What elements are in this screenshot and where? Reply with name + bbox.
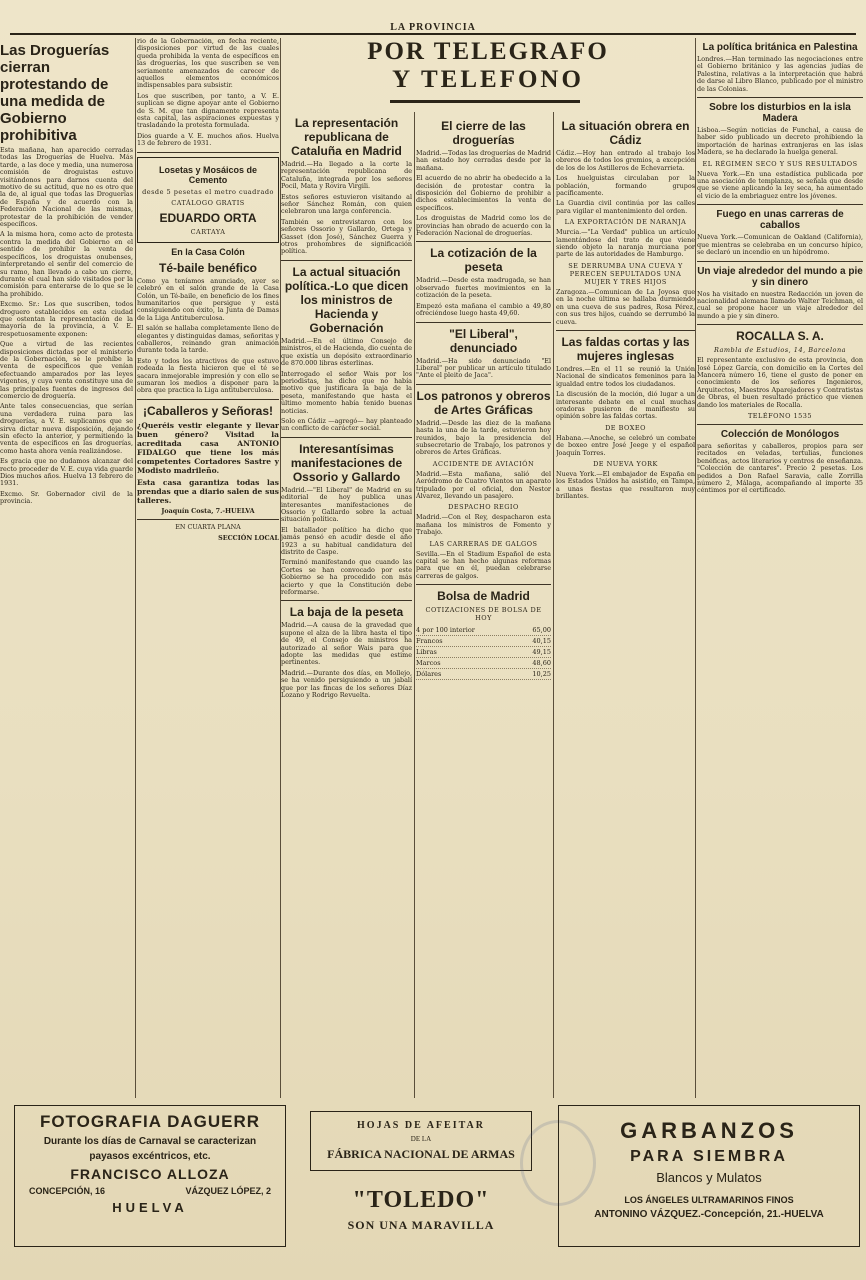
article-paragraph: Que a virtud de las recientes disposiciones dictadas por el ministerio de la Gobernación, se le prohíbe la venta de específicos que venían efectuando amparados por las leyes vigentes, y cuya venta constituye una de las principales fuentes de ingresos del comercio de droguería.: [0, 340, 133, 400]
ad-losetas-sub: desde 5 pesetas el metro cuadrado: [142, 187, 274, 196]
ad-rocalla-text: El representante exclusivo de esta provincia, don José López García, con domicilio en la Cortes del Mancera número 16, tiene el gusto de poner en conocimiento de los señores Ingenieros, Arquitectos, Maestros Aparejadores y Contratistas de Obras, el buen resultado práctico que vienen dando los materiales de Rocalla.: [697, 356, 863, 409]
article-paragraph: La Guardia civil continúa por las calles para vigilar el mantenimiento del orden.: [556, 199, 695, 215]
headline-te-baile: Té-baile benéfico: [158, 260, 258, 275]
article-paragraph: rio de la Gobernación, en fecha reciente, disposiciones por virtud de las cuales queda prohibida la venta de específicos en las droguerías, los que suscriben se ven seriamente amenazados de carecer de aquellos elementos económicos indispensables para subsistir.: [137, 38, 279, 90]
subhead-aviacion: ACCIDENTE DE AVIACIÓN: [432, 459, 535, 468]
ad-garbanzos-line: LOS ÁNGELES ULTRAMARINOS FINOS: [624, 1195, 794, 1205]
divider: [281, 600, 412, 601]
ad-toledo-line: HOJAS DE AFEITAR: [357, 1120, 485, 1131]
ad-losetas: [137, 157, 279, 243]
ad-fotografia-daguerr: [14, 1105, 286, 1247]
divider: [697, 204, 863, 205]
subhead-despacho: DESPACHO REGIO: [448, 503, 519, 512]
banner-line-1: POR TELEGRAFO: [367, 38, 609, 65]
article-paragraph: Como ya teníamos anunciado, ayer se celebró en el salón grande de la Casa Colón, un Té-baile, en beneficio de los fines humanitarios que persigue y está consiguiendo con éxito, la Junta de Damas de la Liga Antituberculosa.: [137, 276, 279, 322]
banner-line-2: Y TELEFONO: [392, 66, 584, 93]
headline-cierre-droguerias: El cierre de las droguerías: [441, 119, 526, 147]
headline-cotizacion: La cotización de la peseta: [430, 246, 537, 275]
article-paragraph: Empezó esta mañana el cambio a 49,80 ofreciéndose luego hasta 49,60.: [416, 301, 551, 318]
ad-daguerr-name: FRANCISCO ALLOZA: [70, 1166, 230, 1182]
subhead-galgos: LAS CARRERAS DE GALGOS: [429, 539, 538, 548]
ad-losetas-head: Losetas y Mosáicos de Cemento: [158, 164, 258, 185]
article-paragraph: Madrid.—"El Liberal" de Madrid en su editorial de hoy publica unas interesantes manifestaciones de Ossorio y Gallardo sobre la actual situación política.: [281, 485, 412, 524]
ad-garbanzos-line: PARA SIEMBRA: [630, 1148, 788, 1165]
ad-daguerr-address-1: CONCEPCIÓN, 16: [29, 1186, 106, 1196]
bolsa-row-value: 49,15: [532, 648, 551, 657]
bolsa-row-label: 4 por 100 interior: [416, 626, 475, 635]
ad-garbanzos-line: ANTONINO VÁZQUEZ.-Concepción, 21.-HUELVA: [594, 1209, 824, 1220]
divider: [281, 260, 412, 261]
article-paragraph: Madrid.—Durante dos días, en Mollejo, se ha venido persiguiendo a un jabalí que por las fincas de los señores Díaz Lozano y Rodrigo Revuelta.: [281, 668, 412, 700]
ad-toledo-line: FÁBRICA NACIONAL DE ARMAS: [327, 1147, 515, 1161]
headline-caballeros: ¡Caballeros y Señoras!: [142, 403, 274, 418]
ad-toledo-slogan: SON UNA MARAVILLA: [347, 1218, 495, 1232]
divider: [697, 97, 863, 98]
ad-toledo-name: "TOLEDO": [352, 1187, 490, 1213]
article-paragraph: Madrid.—Ha sido denunciado "El Liberal" por publicar un artículo titulado "Ante el pleito de Jaca".: [416, 356, 551, 380]
bolsa-row: [416, 647, 551, 658]
article-paragraph: Estos señores estuvieron visitando al señor Sánchez Román, con quien celebraron una larga conferencia.: [281, 192, 412, 216]
ad-rocalla-title: ROCALLA S. A.: [736, 329, 824, 344]
article-paragraph: Zaragoza.—Comunican de La Joyosa que en la noche última se hallaba durmiendo en una cueva de sus padres, Rosa Pérez, con sus tres hijos, cuando se derrumbó la cueva.: [556, 287, 695, 326]
article-paragraph: Habana.—Anoche, se celebró un combate de boxeo entre José Jeege y el español Joaquín Torres.: [556, 433, 695, 457]
notice-seccion-local: SECCIÓN LOCAL: [218, 533, 279, 542]
bolsa-row: [416, 625, 551, 636]
article-paragraph: para señoritas y caballeros, propios para ser recitados en veladas, tertulias, funciones benéficas, actos literarios y centros de enseñanza. "Colección de cantares". Precio 2 pesetas. Los pedidos a Don Rafael Saravia, calle Zorrilla número 2, Málaga, acompañando al importe 35 céntimos por el certificado.: [697, 441, 863, 495]
headline-el-liberal: "El Liberal", denunciado: [449, 326, 518, 355]
bolsa-row-value: 10,25: [532, 670, 551, 679]
column-6: [697, 38, 863, 1096]
section-banner: [283, 38, 693, 108]
bolsa-row-label: Marcos: [416, 659, 441, 668]
column-5: [556, 115, 695, 1096]
divider: [697, 424, 863, 425]
bolsa-table: [416, 625, 551, 680]
ad-toledo: [290, 1105, 552, 1270]
ad-fidalgo-address: Joaquín Costa, 7.-HUELVA: [161, 506, 255, 515]
article-paragraph: Madrid.—Ha llegado a la corte la representación republicana de Cataluña, integrada por los señores Pocil, Mata y Rovira Virgili.: [281, 160, 412, 191]
article-signature: Excmo. Sr. Gobernador civil de la provincia.: [0, 489, 133, 506]
article-paragraph: Madrid.—A causa de la gravedad que supone el alza de la libra hasta el tipo de 49, el Consejo de ministros ha autorizado al señor Wais para que adopte las medidas que estime pertinentes.: [281, 621, 412, 667]
divider: [416, 384, 551, 385]
ad-losetas-place: CARTAYA: [190, 227, 226, 236]
ad-garbanzos-title: GARBANZOS: [620, 1118, 798, 1143]
subhead-cueva: SE DERRUMBA UNA CUEVA Y PERECEN SEPULTADOS UNA MUJER Y TRES HIJOS: [568, 261, 683, 286]
article-paragraph: Cádiz.—Hoy han entrado al trabajo los obreros de todos los gremios, a excepción de los de los Astilleros de Echevarrieta.: [556, 149, 695, 172]
divider: [556, 330, 695, 331]
article-paragraph: Terminó manifestando que cuando las Cortes se han convocado por este Gobierno se ha procedido con más acierto y que la Constitución debe reformarse.: [281, 558, 412, 597]
ad-garbanzos: [558, 1105, 860, 1247]
divider: [416, 241, 551, 242]
ad-losetas-name: EDUARDO ORTA: [159, 210, 257, 225]
article-paragraph: Excmo. Sr.: Los que suscriben, todos droguero establecidos en esta ciudad que ostentan la representación de la mayoría de la provincia, a V. E. respetuosamente exponen:: [0, 300, 133, 338]
headline-viaje: Un viaje alrededor del mundo a pie y sin dinero: [697, 265, 863, 288]
article-paragraph: Londres.—En el 11 se reunió la Unión Nacional de sindicatos femeninos para la igualdad entre todos los ciudadanos.: [556, 364, 695, 388]
ad-daguerr-address-2: VÁZQUEZ LÓPEZ, 2: [185, 1186, 271, 1196]
divider: [416, 584, 551, 585]
article-date: Dios guarde a V. E. muchos años. Huelva 13 de febrero de 1931.: [137, 131, 279, 148]
banner-rule: [390, 100, 580, 103]
ad-rocalla-phone: TELÉFONO 1535: [747, 411, 813, 420]
article-paragraph: Madrid.—En el último Consejo de ministros, el de Hacienda, dio cuenta de que existía un depósito extraordinario de 870.000 libras esterlinas.: [281, 336, 412, 368]
article-paragraph: Sevilla.—En el Stadium Español de esta capital se han hecho algunas reformas para que en él, puedan celebrarse carreras de galgos.: [416, 549, 551, 580]
bolsa-row-label: Libras: [416, 648, 437, 657]
headline-fuego: Fuego en unas carreras de caballos: [716, 209, 844, 232]
divider: [137, 399, 279, 400]
article-paragraph: Nueva York.—Comunican de Oakland (California), que mientras se celebraba en un concurso hípico, se declaró un incendio en un hipódromo.: [697, 233, 863, 257]
article-paragraph: A la misma hora, como acto de protesta contra la medida del Gobierno en el sentido de prohibir la venta de específicos, los droguistas onubenses, interpretando el sentir del comercio de su ramo, han llevado a cabo un cierre, durante el cual han sido visitados por la comisión para enterarse de lo que se le ha prohibido.: [0, 230, 133, 298]
bolsa-row-label: Dólares: [416, 670, 442, 679]
article-paragraph: También se entrevistaron con los señores Ossorio y Gallardo, Ortega y Gasset (don José), Sánchez Guerra y otros prohombres de significación política.: [281, 217, 412, 256]
divider: [697, 261, 863, 262]
article-paragraph: Madrid.—Con el Rey, despacharon esta mañana los ministros de Fomento y Trabajo.: [416, 513, 551, 537]
article-paragraph: Madrid.—Desde las diez de la mañana hasta la una de la tarde, estuvieron hoy reunidos, bajo la presidencia del subsecretario de Trabajo, los patronos y obreros de Artes Gráficas.: [416, 418, 551, 457]
bolsa-row-value: 65,00: [532, 626, 551, 635]
ad-losetas-catalog: CATÁLOGO GRATIS: [171, 198, 245, 207]
article-paragraph: El salón se hallaba completamente lleno de elegantes y distinguidas damas, señoritas y caballeros, reinando gran animación durante toda la tarde.: [137, 324, 279, 355]
headline-cadiz: La situación obrera en Cádiz: [561, 119, 690, 147]
bolsa-row: [416, 636, 551, 647]
article-paragraph: Los huelguistas circulaban por la población, formando grupos pacíficamente.: [556, 174, 695, 198]
article-paragraph: El acuerdo de no abrir ha obedecido a la decisión de protestar contra la disposición del Gobierno de prohibir a dichos establecimientos la venta de específicos.: [416, 174, 551, 212]
column-1: [0, 38, 133, 1096]
bolsa-row: [416, 658, 551, 669]
article-paragraph: Nueva York.—El embajador de España en los Estados Unidos ha asistido, en Tampa, a unas fiestas que resultaron muy brillantes.: [556, 469, 695, 501]
article-paragraph: El batallador político ha dicho que jamás pensó en acudir desde el año 1923 a su habitual candidatura del distrito de Caspe.: [281, 525, 412, 556]
divider: [137, 519, 279, 520]
divider: [416, 322, 551, 323]
column-rule: [553, 112, 554, 1098]
article-paragraph: Madrid.—Desde esta madrugada, se han observado fuertes movimientos en la cotización de la peseta.: [416, 276, 551, 300]
ad-fidalgo-text: ¿Queréis vestir elegante y llevar buen género? Visitad la acreditada casa ANTONIO FIDALGO que tiene los más competentes Cortadores Sastre y Modisto madrileño.: [137, 420, 279, 475]
ad-daguerr-line: Durante los días de Carnaval se caracterizan: [43, 1136, 257, 1147]
column-rule: [695, 38, 696, 1098]
article-paragraph: Nueva York.—En una estadística publicada por una asociación de templanza, se señala que desde que se viene aplicando la ley seca, ha aumentado el vicio de la embriaguez entre los jóvenes.: [697, 169, 863, 200]
column-3: [281, 112, 412, 1096]
column-4: [416, 115, 551, 1096]
subhead-boxeo: DE BOXEO: [605, 423, 646, 432]
ad-daguerr-title: FOTOGRAFIA DAGUERR: [39, 1112, 261, 1131]
masthead: LA PROVINCIA: [390, 22, 476, 33]
article-paragraph: Solo en Cádiz —agregó— hay planteado un conflicto de carácter social.: [281, 416, 412, 433]
headline-madera: Sobre los disturbios en la isla Madera: [709, 102, 851, 125]
headline-bolsa: Bolsa de Madrid: [437, 589, 530, 604]
article-paragraph: La discusión de la moción, dió lugar a un interesante debate en el cual muchas oradoras pusieron de manifiesto su opinión sobre las faldas cortas.: [556, 390, 695, 421]
headline-artes-graficas: Los patronos y obreros de Artes Gráficas: [416, 388, 551, 417]
headline-cataluna: La representación republicana de Cataluña en Madrid: [291, 116, 402, 158]
article-paragraph: Ante tales consecuencias, que serían una verdadera ruina para las droguerías, a V. E. suplicamos que se sirva dictar nueva disposición, dejando sin efecto la anterior, y permitiendo la venta de específicos en las droguerías, como hasta ahora venía realizándose.: [0, 402, 133, 455]
masthead-rule: [10, 33, 856, 35]
bolsa-row-value: 40,15: [532, 637, 551, 646]
subhead-regimen-seco: EL RÉGIMEN SECO Y SUS RESULTADOS: [702, 159, 858, 168]
ad-fidalgo-text: Esta casa garantiza todas las prendas que a diario salen de sus talleres.: [137, 477, 279, 505]
article-paragraph: Londres.—Han terminado las negociaciones entre el Gobierno británico y las agencias judías de Palestina, relativas a la interpretación que habrá de darse al Libro Blanco, publicado por el ministro de las Colonias.: [697, 55, 863, 93]
headline-palestina: La política británica en Palestina: [702, 42, 858, 53]
subhead-naranja: LA EXPORTACIÓN DE NARANJA: [564, 218, 687, 227]
headline-droguerias: Las Droguerías cierran protestando de una medida de Gobierno prohibitiva: [0, 42, 110, 144]
column-2: [137, 38, 279, 1096]
article-paragraph: Esta mañana, han aparecido cerradas todas las Droguerías de Huelva. Más tarde, a las doce y media, una numerosa comisión de droguistas estuvo visitándonos para darnos cuenta del motivo de su actitud, que no es otro que la de, al igual que todas las Droguerías de España y de acuerdo con la Federación Nacional de las mismas, protestar de la prohibición de vender específicos.: [0, 146, 133, 229]
column-rule: [414, 112, 415, 1098]
bolsa-row: [416, 669, 551, 680]
bolsa-row-value: 48,60: [532, 659, 551, 668]
ad-daguerr-city: HUELVA: [112, 1200, 188, 1215]
bolsa-table-header: COTIZACIONES DE BOLSA DE HOY: [425, 606, 542, 623]
article-paragraph: Madrid.—Todas las droguerías de Madrid han estado hoy cerradas desde por la mañana.: [416, 149, 551, 172]
headline-monologos: Colección de Monólogos: [720, 428, 840, 440]
article-paragraph: Los que suscriben, por tanto, a V. E. suplican se digne apoyar ante el Gobierno de S. M. que tan dignamente representa esta capital, las aspiraciones expuestas y trasladando la protesta formulada.: [137, 91, 279, 130]
ad-toledo-line: DE LA: [410, 1135, 432, 1143]
article-paragraph: Lisboa.—Según noticias de Funchal, a causa de haber sido publicado un decreto prohibiendo la importación de harinas extranjeras en las islas Madera, se ha declarado la huelga general.: [697, 126, 863, 157]
article-paragraph: Es gracia que no dudamos alcanzar del recto proceder de V. E. cuya vida guarde Dios muchos años. Huelva 13 febrero de 1931.: [0, 457, 133, 488]
headline-faldas: Las faldas cortas y las mujeres inglesas: [561, 334, 690, 363]
headline-baja-peseta: La baja de la peseta: [289, 605, 404, 620]
divider: [137, 152, 279, 153]
article-paragraph: Madrid.—Esta mañana, salió del Aeródromo de Cuatro Vientos un aparato tripulado por el oficial, don Nestor Álvarez, llevando un pasajero.: [416, 469, 551, 500]
headline-ossorio: Interesantísimas manifestaciones de Ossorio y Gallardo: [290, 441, 403, 484]
headline-casa-colon: En la Casa Colón: [171, 246, 245, 257]
headline-situacion-politica: La actual situación política.-Lo que dicen los ministros de Hacienda y Gobernación: [284, 264, 409, 335]
divider: [281, 437, 412, 438]
article-paragraph: Murcia.—"La Verdad" publica un artículo lamentándose del trato de que viene siendo objeto la naranja murciana por parte de las autoridades de Hamburgo.: [556, 228, 695, 259]
article-paragraph: Esto y todos los atractivos de que estuvo rodeada la fiesta hicieron que el té se sacara inmejorable impresión y con ello se sumaran los medios a disponer para la obra que practica la Liga antituberculosa.: [137, 356, 279, 395]
ad-rocalla-address: Rambla de Estudios, 14, Barcelona: [713, 346, 847, 355]
divider: [697, 324, 863, 325]
bolsa-row-label: Francos: [416, 637, 443, 646]
notice-cuarta-plana: EN CUARTA PLANA: [175, 523, 241, 532]
ad-daguerr-line: payasos excéntricos, etc.: [89, 1151, 211, 1162]
subhead-nueva-york: DE NUEVA YORK: [593, 459, 658, 468]
article-paragraph: Nos ha visitado en nuestra Redacción un joven de nacionalidad alemana llamado Walter Teichman, el cual se propone hacer un viaje alrededor del mundo a pie y sin dinero.: [697, 289, 863, 320]
ad-garbanzos-line: Blancos y Mulatos: [656, 1170, 762, 1185]
article-paragraph: Interrogado el señor Wais por los periodistas, ha dicho que no había motivo que justificara la baja de la peseta, manifestando que hasta el último momento había tenido buenas noticias.: [281, 369, 412, 415]
column-rule: [135, 38, 136, 1098]
article-paragraph: Los droguistas de Madrid como los de provincias han obrado de acuerdo con la Federación Nacional de droguerías.: [416, 214, 551, 238]
